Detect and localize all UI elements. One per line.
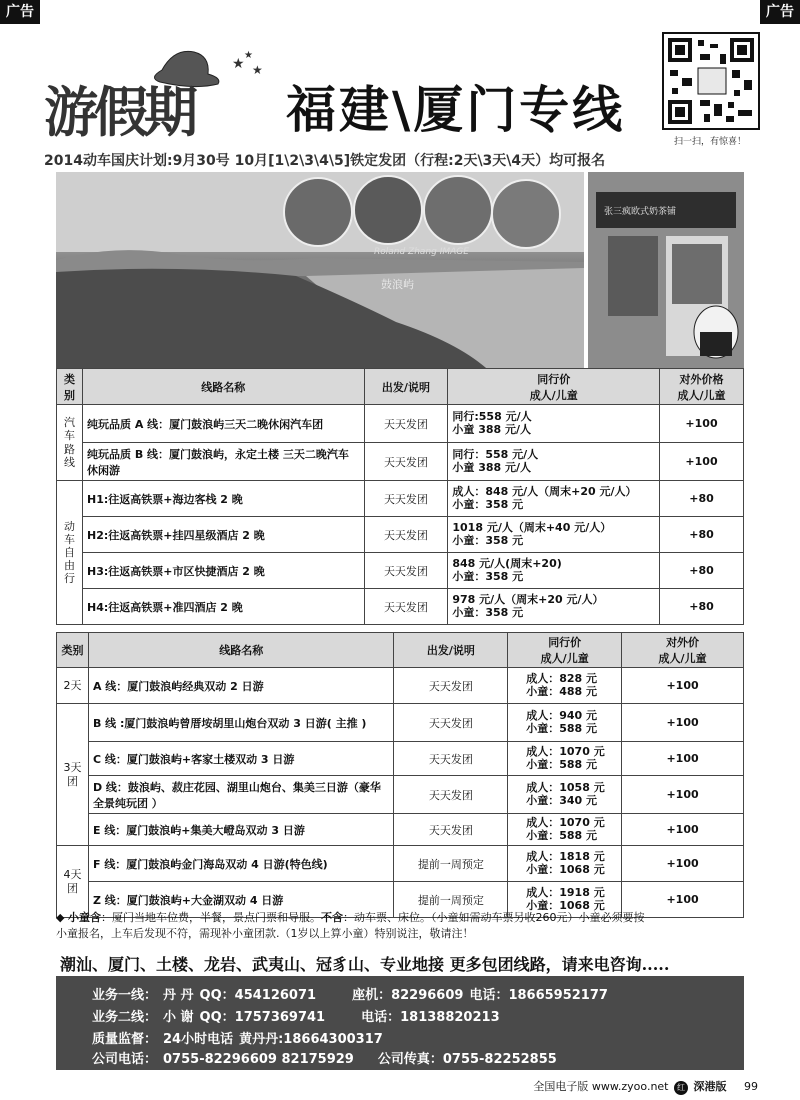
route-name: Z 线：厦门鼓浪屿+大金湖双动 4 日游 — [88, 882, 393, 918]
contact-row — [92, 984, 614, 1003]
depart-info: 天天发团 — [364, 481, 448, 517]
notes-label-excludes: 不含 — [320, 911, 343, 924]
route-name: H1:往返高铁票+海边客栈 2 晚 — [82, 481, 364, 517]
header-category: 类别 — [57, 633, 89, 668]
retail-price: +100 — [622, 668, 744, 704]
trade-price — [508, 846, 622, 882]
adult-price: 同行：558 元/人 — [452, 447, 539, 461]
retail-price: +100 — [660, 405, 744, 443]
adult-price: 同行:558 元/人 — [452, 409, 532, 423]
child-price: 小童：1068 元 — [526, 862, 605, 876]
adult-price: 成人：940 元 — [526, 708, 598, 722]
contact-row — [92, 1028, 389, 1047]
adult-price: 成人：1818 元 — [526, 849, 605, 863]
svg-text:★: ★ — [244, 50, 253, 61]
contact-label: 公司电话： — [92, 1052, 158, 1067]
trade-price — [508, 668, 622, 704]
adult-price: 成人：1070 元 — [526, 744, 605, 758]
contact-phone[interactable]: 电话：18665952177 — [469, 988, 608, 1003]
trade-price — [448, 589, 660, 625]
contact-name: 小 谢 — [163, 1010, 194, 1025]
retail-price: +80 — [660, 481, 744, 517]
contact-phone[interactable]: 电话：18138820213 — [361, 1010, 500, 1025]
route-name: H2:往返高铁票+挂四星级酒店 2 晚 — [82, 517, 364, 553]
table-row[interactable] — [57, 405, 744, 443]
retail-price: +100 — [660, 443, 744, 481]
shop-storefront-icon — [588, 172, 744, 368]
contact-name: 24小时电话 — [163, 1032, 234, 1047]
adult-price: 成人：1070 元 — [526, 815, 605, 829]
page-number: 99 — [744, 1080, 758, 1093]
adult-price: 978 元/人（周末+20 元/人） — [452, 592, 604, 606]
regions-banner: 潮汕、厦门、土楼、龙岩、武夷山、冠豸山、专业地接 更多包团线路，请来电咨询..... — [60, 955, 670, 974]
route-name: H3:往返高铁票+市区快捷酒店 2 晚 — [82, 553, 364, 589]
qr-code-icon — [664, 34, 758, 128]
trade-price — [448, 443, 660, 481]
category-cell: 4天团 — [57, 846, 89, 918]
child-price: 小童：358 元 — [452, 605, 524, 619]
footer-site[interactable]: 全国电子版 www.zyoo.net — [533, 1080, 669, 1093]
ad-label-left: 广告 — [0, 0, 40, 24]
retail-price: +80 — [660, 553, 744, 589]
child-price: 小童：358 元 — [452, 533, 524, 547]
svg-text:★: ★ — [232, 56, 245, 72]
footer — [533, 1078, 758, 1095]
category-cell: 动车自由行 — [57, 481, 83, 625]
retail-price: +100 — [622, 704, 744, 742]
child-price: 小童：588 元 — [526, 828, 598, 842]
child-price: 小童：1068 元 — [526, 898, 605, 912]
adult-price: 成人：828 元 — [526, 671, 598, 685]
brand-logo — [44, 40, 274, 144]
contact-label: 业务一线： — [92, 988, 158, 1003]
child-price: 小童：340 元 — [526, 793, 598, 807]
child-price: 小童：488 元 — [526, 684, 598, 698]
route-name: E 线：厦门鼓浪屿+集美大嶝岛双动 3 日游 — [88, 814, 393, 846]
route-name: H4:往返高铁票+准四酒店 2 晚 — [82, 589, 364, 625]
route-name: F 线：厦门鼓浪屿金门海岛双动 4 日游(特色线) — [88, 846, 393, 882]
route-name: A 线：厦门鼓浪屿经典双动 2 日游 — [88, 668, 393, 704]
adult-price: 1018 元/人（周末+40 元/人） — [452, 520, 612, 534]
notes — [56, 910, 746, 942]
depart-info: 天天发团 — [364, 553, 448, 589]
adult-price: 成人：1918 元 — [526, 885, 605, 899]
qr-code[interactable] — [662, 32, 760, 130]
route-table-bus-and-train — [56, 368, 744, 625]
depart-info: 提前一周预定 — [394, 882, 508, 918]
depart-info: 天天发团 — [364, 589, 448, 625]
table-row[interactable] — [57, 589, 744, 625]
table-row[interactable] — [57, 846, 744, 882]
header-depart: 出发/说明 — [394, 633, 508, 668]
header-retail-price: 对外价 成人/儿童 — [622, 633, 744, 668]
trade-price — [508, 704, 622, 742]
contact-label: 质量监督： — [92, 1032, 158, 1047]
retail-price: +100 — [622, 882, 744, 918]
child-price: 小童：588 元 — [526, 757, 598, 771]
shop-photo — [588, 172, 744, 368]
notes-label-includes: 小童含 — [67, 911, 101, 924]
header-category: 类别 — [57, 369, 83, 405]
child-price: 小童 388 元/人 — [452, 460, 532, 474]
island-landscape-icon — [56, 172, 584, 368]
route-name: 纯玩品质 B 线：厦门鼓浪屿，永定土楼 三天二晚汽车休闲游 — [82, 443, 364, 481]
contact-row — [92, 1006, 506, 1025]
contact-row — [92, 1048, 563, 1067]
contact-name: 丹 丹 — [163, 988, 194, 1003]
trade-price — [448, 481, 660, 517]
contact-label: 业务二线： — [92, 1010, 158, 1025]
depart-info: 天天发团 — [364, 443, 448, 481]
header-retail-price: 对外价格 成人/儿童 — [660, 369, 744, 405]
schedule-line: 2014动车国庆计划:9月30号 10月[1\2\3\4\5]铁定发团（行程:2天\3天\4天）均可报名 — [44, 153, 606, 169]
notes-line-1: ◆ 小童含：厦门当地车位费，半餐，景点门票和导服。不含：动车票、床位。（小童如需动车票另收260元）小童必须要按 — [56, 911, 645, 924]
notes-excludes-text: ：动车票、床位。（小童如需动车票另收260元）小童必须要按 — [342, 911, 645, 924]
child-price: 小童：588 元 — [526, 721, 598, 735]
adult-price: 成人：848 元/人（周末+20 元/人） — [452, 484, 637, 498]
depart-info: 天天发团 — [364, 517, 448, 553]
notes-line-2: 小童报名，上车后发现不符，需现补小童团款.（1岁以上算小童）特别说注，敬请注！ — [56, 926, 474, 940]
retail-price: +80 — [660, 517, 744, 553]
table-row[interactable] — [57, 443, 744, 481]
shop-sign: 张三疯欧式奶茶铺 — [604, 207, 677, 217]
route-table-bullet-train — [56, 632, 744, 918]
depart-info: 天天发团 — [364, 405, 448, 443]
contact-landline[interactable]: 座机：82296609 — [352, 988, 464, 1003]
table-row[interactable] — [57, 553, 744, 589]
trade-price — [508, 776, 622, 814]
route-name: C 线：厦门鼓浪屿+客家土楼双动 3 日游 — [88, 742, 393, 776]
depart-info: 天天发团 — [394, 704, 508, 742]
trade-price — [508, 814, 622, 846]
route-name: 纯玩品质 A 线：厦门鼓浪屿三天二晚休闲汽车团 — [82, 405, 364, 443]
qr-caption: 扫一扫，有惊喜！ — [673, 137, 746, 147]
retail-price: +100 — [622, 846, 744, 882]
retail-price: +100 — [622, 776, 744, 814]
route-name: D 线：鼓浪屿、菽庄花园、湖里山炮台、集美三日游（豪华全景纯玩团 ） — [88, 776, 393, 814]
table-row[interactable] — [57, 776, 744, 814]
contact-fax[interactable]: 公司传真：0755-82252855 — [377, 1052, 557, 1067]
header-trade-price: 同行价 成人/儿童 — [508, 633, 622, 668]
adult-price: 848 元/人(周末+20) — [452, 556, 562, 570]
depart-info: 天天发团 — [394, 668, 508, 704]
trade-price — [508, 742, 622, 776]
depart-info: 天天发团 — [394, 742, 508, 776]
header-route: 线路名称 — [88, 633, 393, 668]
table-row[interactable] — [57, 668, 744, 704]
contact-qq[interactable]: QQ：454126071 — [199, 988, 317, 1003]
footer-badge-icon: 红 — [674, 1081, 688, 1095]
header-depart: 出发/说明 — [364, 369, 448, 405]
ad-label-right: 广告 — [760, 0, 800, 24]
footer-edition: 深港版 — [693, 1080, 727, 1093]
contact-qq[interactable]: QQ：1757369741 — [199, 1010, 326, 1025]
depart-info: 天天发团 — [394, 814, 508, 846]
depart-info: 提前一周预定 — [394, 846, 508, 882]
table-row[interactable] — [57, 742, 744, 776]
trade-price — [448, 517, 660, 553]
contact-bar — [56, 976, 744, 1070]
depart-info: 天天发团 — [394, 776, 508, 814]
notes-includes-text: ：厦门当地车位费，半餐，景点门票和导服。 — [100, 911, 321, 924]
table-row[interactable] — [57, 814, 744, 846]
svg-text:★: ★ — [252, 63, 263, 77]
photo-credit: Roland Zhang IMAGE — [374, 247, 469, 257]
brand-name: 游假期 — [44, 80, 194, 144]
category-cell: 3天团 — [57, 704, 89, 846]
route-name: B 线 :厦门鼓浪屿曾厝垵胡里山炮台双动 3 日游( 主推 ) — [88, 704, 393, 742]
retail-price: +100 — [622, 742, 744, 776]
island-photo — [56, 172, 584, 368]
child-price: 小童：358 元 — [452, 569, 524, 583]
trade-price — [448, 553, 660, 589]
retail-price: +100 — [622, 814, 744, 846]
child-price: 小童：358 元 — [452, 497, 524, 511]
table-row[interactable] — [57, 704, 744, 742]
header-route: 线路名称 — [82, 369, 364, 405]
retail-price: +80 — [660, 589, 744, 625]
category-cell: 汽车路线 — [57, 405, 83, 481]
trade-price — [448, 405, 660, 443]
category-cell: 2天 — [57, 668, 89, 704]
header-trade-price: 同行价 成人/儿童 — [448, 369, 660, 405]
adult-price: 成人：1058 元 — [526, 780, 605, 794]
child-price: 小童 388 元/人 — [452, 422, 532, 436]
contact-phone[interactable]: 0755-82296609 82175929 — [163, 1052, 354, 1067]
table-row[interactable] — [57, 517, 744, 553]
page-title: 福建\厦门专线 — [286, 80, 626, 139]
island-label: 鼓浪屿 — [381, 278, 414, 291]
table-row[interactable] — [57, 481, 744, 517]
contact-phone[interactable]: 黄丹丹:18664300317 — [239, 1032, 383, 1047]
